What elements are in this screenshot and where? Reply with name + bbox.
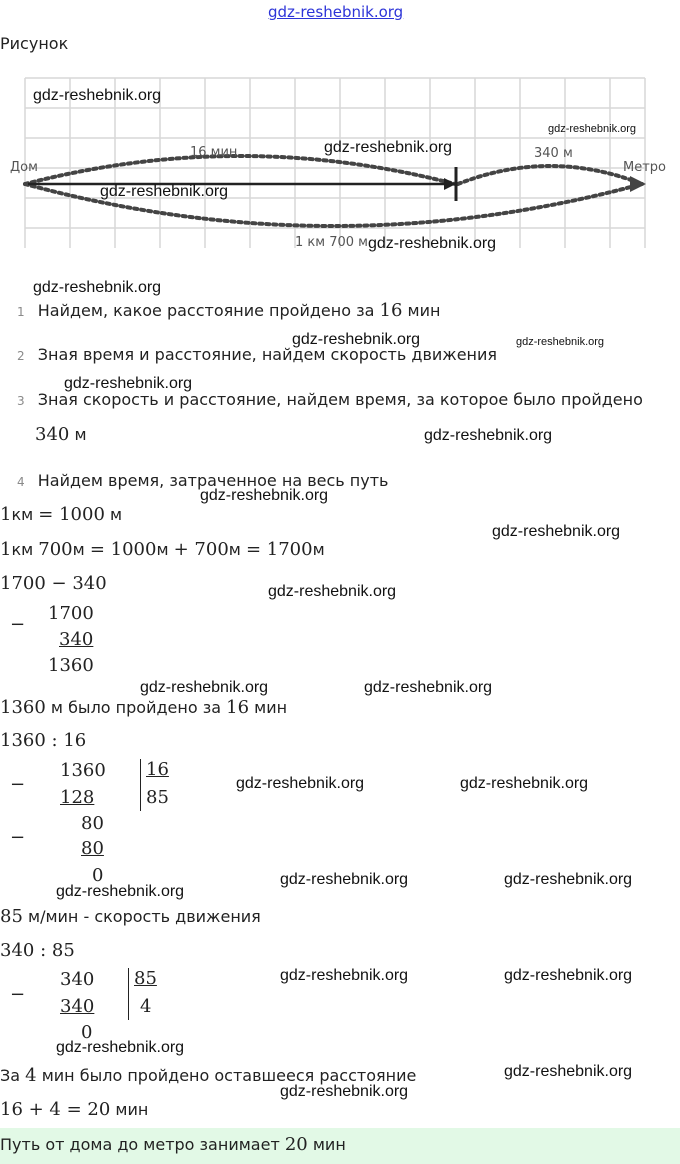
div2-divisor: 85 (134, 968, 157, 989)
div1-minus-2: − (10, 827, 26, 848)
sub1-bottom: 340 (59, 629, 94, 650)
div2-final: 0 (81, 1022, 93, 1043)
div1-minus-1: − (10, 774, 26, 795)
result-distance: 1360 м было пройдено за 16 мин (0, 697, 288, 718)
watermark: gdz-reshebnik.org (492, 523, 621, 540)
label-rest: 340 м (534, 146, 573, 161)
div1-final: 0 (92, 865, 104, 886)
watermark: gdz-reshebnik.org (324, 139, 453, 156)
step-4: 4 Найдем время, затраченное на весь путь (17, 471, 389, 490)
watermark: gdz-reshebnik.org (56, 883, 185, 900)
div1-divisor: 16 (146, 759, 169, 780)
div1-quotient: 85 (146, 787, 169, 808)
result-speed: 85 м/мин - скорость движения (0, 906, 261, 927)
watermark: gdz-reshebnik.org (364, 679, 493, 696)
div1-sub-1: 128 (60, 787, 95, 808)
watermark: gdz-reshebnik.org (200, 487, 329, 504)
step-3: 3 Зная скорость и расстояние, найдем время, за которое было пройдено (17, 390, 643, 409)
step-2: 2 Зная время и расстояние, найдем скорость движения (17, 345, 498, 364)
watermark: gdz-reshebnik.org (516, 336, 605, 348)
watermark: gdz-reshebnik.org (33, 279, 162, 296)
div2-bar (128, 968, 129, 1020)
arc-time (25, 156, 455, 184)
watermark: gdz-reshebnik.org (64, 375, 193, 392)
expr-division-2: 340 : 85 (0, 940, 75, 961)
div1-sub-2: 80 (81, 838, 104, 859)
watermark: gdz-reshebnik.org (548, 123, 637, 135)
watermark: gdz-reshebnik.org (368, 235, 497, 252)
watermark: gdz-reshebnik.org (504, 1063, 633, 1080)
answer-box (0, 1128, 680, 1164)
watermark: gdz-reshebnik.org (280, 967, 409, 984)
div2-sub: 340 (60, 996, 95, 1017)
sub1-minus: − (10, 614, 26, 635)
sub1-top: 1700 (48, 603, 94, 624)
line-total-distance: 1км 700м = 1000м + 700м = 1700м (0, 539, 325, 560)
watermark: gdz-reshebnik.org (424, 427, 553, 444)
watermark: gdz-reshebnik.org (280, 871, 409, 888)
site-link[interactable]: gdz-reshebnik.org (268, 3, 404, 21)
figure-heading: Рисунок (0, 34, 69, 53)
expr-sum: 16 + 4 = 20 мин (0, 1099, 149, 1120)
watermark: gdz-reshebnik.org (236, 775, 365, 792)
label-total: 1 км 700 м (295, 235, 368, 250)
watermark: gdz-reshebnik.org (280, 1083, 409, 1100)
div1-dividend: 1360 (60, 760, 106, 781)
expr-division-1: 1360 : 16 (0, 730, 87, 751)
result-remaining-time: За 4 мин было пройдено оставшееся расстояние (0, 1065, 417, 1086)
step-1: 1 Найдем, какое расстояние пройдено за 16 мин (17, 300, 441, 321)
div2-dividend: 340 (60, 969, 95, 990)
watermark: gdz-reshebnik.org (33, 87, 162, 104)
div2-quotient: 4 (140, 996, 152, 1017)
label-home: Дом (10, 160, 38, 175)
watermark: gdz-reshebnik.org (268, 583, 397, 600)
answer-text: Путь от дома до метро занимает 20 мин (0, 1134, 346, 1155)
watermark: gdz-reshebnik.org (292, 331, 421, 348)
step-3-cont: 340 м (35, 424, 87, 445)
label-metro: Метро (623, 160, 666, 175)
arrow-head-icon (444, 178, 456, 190)
div1-remainder: 80 (81, 813, 104, 834)
sub1-result: 1360 (48, 655, 94, 676)
watermark: gdz-reshebnik.org (100, 183, 229, 200)
watermark: gdz-reshebnik.org (56, 1039, 185, 1056)
watermark: gdz-reshebnik.org (504, 871, 633, 888)
expr-subtraction: 1700 − 340 (0, 573, 107, 594)
line-km-conversion: 1км = 1000 м (0, 504, 123, 525)
watermark: gdz-reshebnik.org (140, 679, 269, 696)
metro-arrow-icon (630, 176, 646, 192)
watermark: gdz-reshebnik.org (460, 775, 589, 792)
div2-minus: − (10, 984, 26, 1005)
div1-bar (140, 759, 141, 811)
watermark: gdz-reshebnik.org (504, 967, 633, 984)
label-time: 16 мин (190, 145, 238, 160)
